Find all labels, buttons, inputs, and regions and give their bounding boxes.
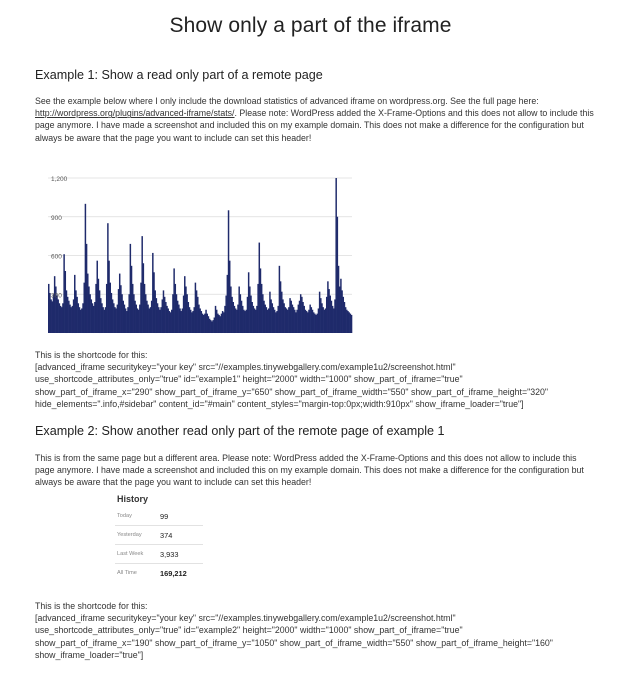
history-label: Today (117, 513, 132, 519)
example1-shortcode-line: show_part_of_iframe_x="290" show_part_of_iframe_y="650" show_part_of_iframe_width="550" show_part_of_iframe_height="320" (35, 386, 549, 397)
history-title: History (117, 494, 149, 504)
chart-bar (351, 315, 352, 333)
example2-shortcode-line: show_part_of_iframe_x="190" show_part_of_iframe_y="1050" show_part_of_iframe_width="550" show_part_of_iframe_height="160" (35, 637, 553, 648)
history-row-last-week (115, 545, 203, 564)
page-title: Show only a part of the iframe (169, 14, 452, 37)
example1-shortcode (35, 349, 605, 410)
example1-heading: Example 1: Show a read only part of a remote page (35, 68, 323, 82)
stats-page-link[interactable]: http://wordpress.org/plugins/advanced-iframe/stats/ (35, 108, 235, 119)
download-stats-chart (40, 170, 356, 338)
history-label: Yesterday (117, 532, 142, 538)
example1-shortcode-line: use_shortcode_attributes_only="true" id="example1" height="2000" width="1000" show_part_of_iframe="true" (35, 374, 463, 385)
example2-paragraph: This is from the same page but a different area. Please note: WordPress added the X-Frame-Options and this does not allow to include this page anymore. I have made a screenshot and included this on my example domain. This does not make a difference for the configuration but always be aware that the page you want to include can set this header! (35, 453, 584, 488)
example1-paragraph (35, 95, 595, 144)
history-label: All Time (117, 570, 137, 576)
history-value: 99 (160, 511, 169, 521)
y-tick-label: 900 (51, 214, 62, 222)
example1-text-intro: See the example below where I only include the download statistics of advanced iframe on wordpress.org. See the full page here: (35, 96, 539, 106)
history-value: 3,933 (160, 549, 179, 559)
history-value: 169,212 (160, 568, 187, 578)
history-value: 374 (160, 530, 173, 540)
example1-shortcode-intro: This is the shortcode for this: (35, 350, 148, 360)
example2-shortcode-line: show_iframe_loader="true"] (35, 649, 144, 660)
history-row-all-time (115, 564, 203, 582)
example1-shortcode-line: hide_elements=".info,#sidebar" content_id="#main" content_styles="margin-top:0px;width:910px" show_iframe_loader="true"] (35, 398, 524, 409)
y-tick-label: 300 (51, 292, 62, 300)
example2-shortcode-intro: This is the shortcode for this: (35, 601, 148, 611)
history-row-yesterday (115, 526, 203, 545)
y-tick-label: 1,200 (51, 176, 68, 183)
example1-text-note: . Please note: WordPress added the X-Frame-Options and this does not allow to include this page anymore. I have made a screenshot and included this on my example domain. This does not make a difference for the configuration but always be aware that the page you want to include can set this header! (35, 108, 594, 143)
example2-heading: Example 2: Show another read only part of the remote page of example 1 (35, 424, 445, 438)
history-label: Last Week (117, 551, 144, 557)
example2-shortcode-line: use_shortcode_attributes_only="true" id="example2" height="2000" width="1000" show_part_of_iframe="true" (35, 625, 463, 636)
y-tick-label: 600 (51, 253, 62, 261)
example2-shortcode (35, 600, 605, 661)
example2-shortcode-line: [advanced_iframe securitykey="your key" src="//examples.tinywebgallery.com/example1u2/screenshot.html" (35, 613, 456, 624)
history-table (115, 494, 203, 582)
history-row-today (115, 507, 203, 526)
example1-shortcode-line: [advanced_iframe securitykey="your key" src="//examples.tinywebgallery.com/example1u2/screenshot.html" (35, 362, 456, 373)
